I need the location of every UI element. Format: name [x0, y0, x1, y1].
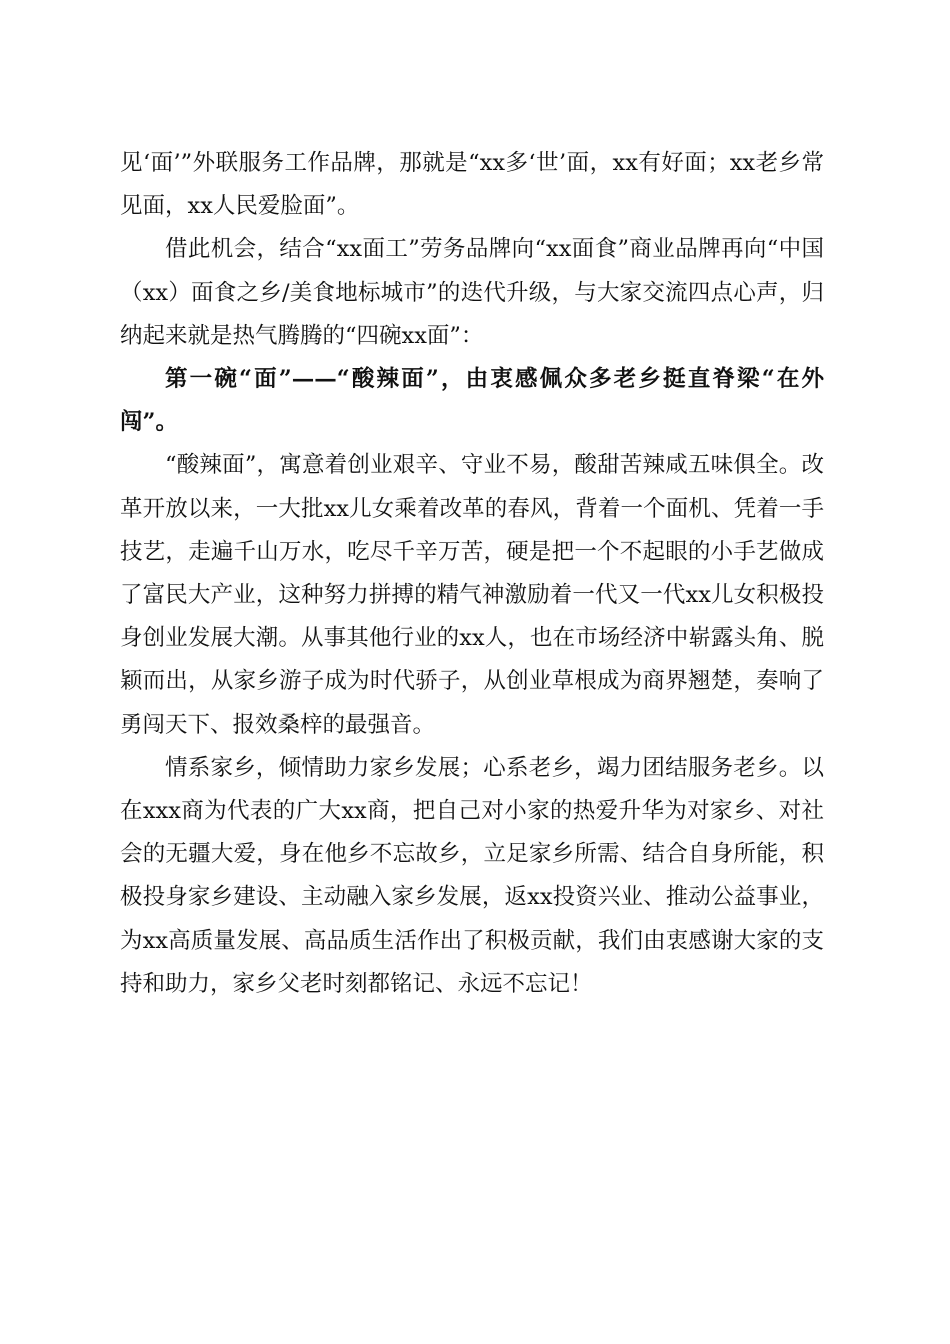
paragraph-intro: 借此机会，结合“xx面工”劳务品牌向“xx面食”商业品牌再向“中国（xx）面食之乡/美食地标城市”的迭代升级，与大家交流四点心声，归纳起来就是热气腾腾的“四碗xx面”： — [120, 236, 824, 349]
section-heading-first-bowl: 第一碗“面”——“酸辣面”，由衷感佩众多老乡挺直脊梁“在外闯”。 — [120, 366, 824, 436]
document-body — [120, 142, 824, 1006]
paragraph-continued: 见‘面’”外联服务工作品牌，那就是“xx多‘世’面，xx有好面；xx老乡常见面，xx人民爱脸面”。 — [120, 150, 824, 220]
paragraph-sour-spicy-noodles: “酸辣面”，寓意着创业艰辛、守业不易，酸甜苦辣咸五味俱全。改革开放以来，一大批xx儿女乘着改革的春风，背着一个面机、凭着一手技艺，走遍千山万水，吃尽千辛万苦，硬是把一个不起眼的小手艺做成了富民大产业，这种努力拼搏的精气神激励着一代又一代xx儿女积极投身创业发展大潮。从事其他行业的xx人，也在市场经济中崭露头角、脱颖而出，从家乡游子成为时代骄子，从创业草根成为商界翘楚，奏响了勇闯天下、报效桑梓的最强音。 — [120, 452, 824, 738]
paragraph-hometown-ties: 情系家乡，倾情助力家乡发展；心系老乡，竭力团结服务老乡。以在xxx商为代表的广大xx商，把自己对小家的热爱升华为对家乡、对社会的无疆大爱，身在他乡不忘故乡，立足家乡所需、结合自身所能，积极投身家乡建设、主动融入家乡发展，返xx投资兴业、推动公益事业，为xx高质量发展、高品质生活作出了积极贡献，我们由衷感谢大家的支持和助力，家乡父老时刻都铭记、永远不忘记！ — [120, 754, 824, 997]
